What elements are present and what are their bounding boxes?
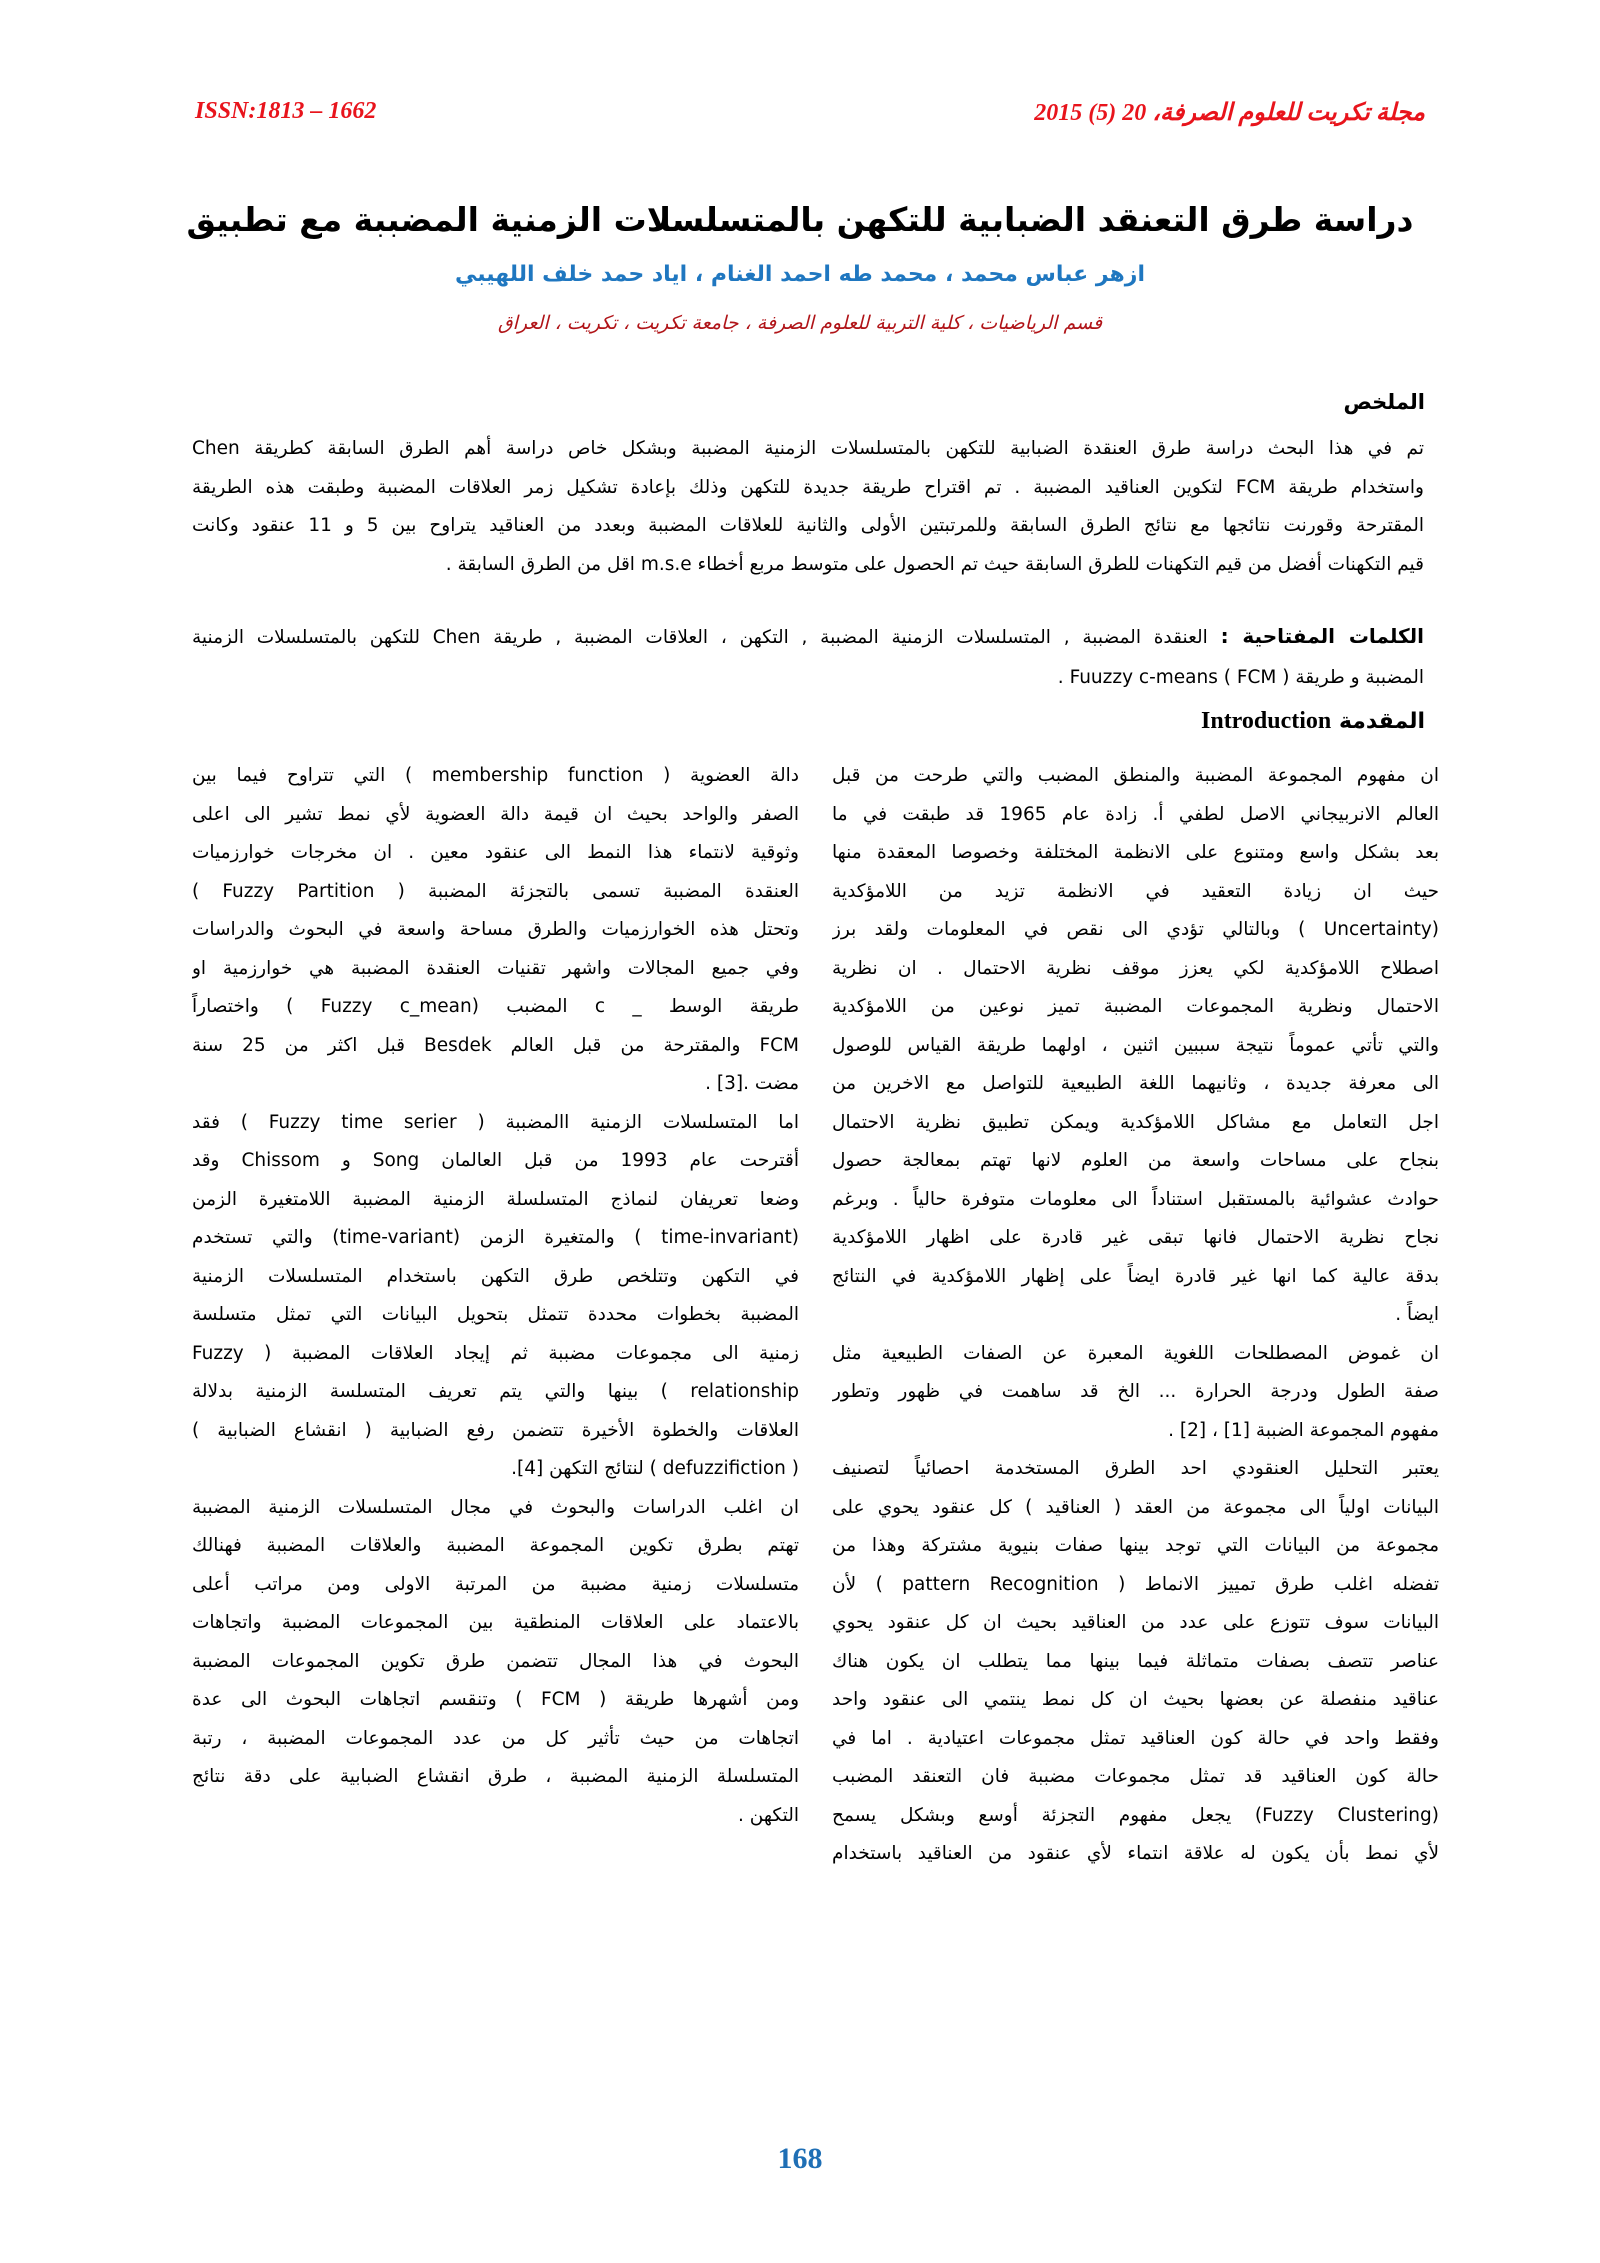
body-text-line: وثوقية لانتماء هذا النمط الى عنقود معين . ان مخرجات خوارزميات <box>192 842 799 863</box>
body-text-line: ان غموض المصطلحات اللغوية المعبرة عن الصفات الطبيعية مثل <box>832 1342 1439 1364</box>
body-text-line: العلاقات والخطوة الأخيرة تتضمن رفع الضبابية ( انقشاع الضبابية ) <box>192 1419 799 1441</box>
body-text-line: أقترحت عام 1993 من قبل العالمان Song و Chissom وقد <box>192 1150 799 1171</box>
body-text-line: بعد بشكل واسع ومتنوع على الانظمة المختلفة وخصوصا المعقدة منها <box>832 842 1439 863</box>
body-text-line: حوادث عشوائية بالمستقبل استناداً الى معلومات متوفرة حالياً . وبرغم <box>832 1188 1439 1210</box>
body-text-line: مفهوم المجموعة الضببة [1] ، [2] . <box>1168 1419 1439 1441</box>
paper-authors: ازهر عباس محمد ، محمد طه احمد الغنام ، اياد حمد خلف اللهيبي <box>455 262 1145 287</box>
body-text-line: وفي جميع المجالات واشهر تقنيات العنقدة المضببة هي خوارزمية او <box>192 957 799 979</box>
body-text-line: الى معرفة جديدة ، وثانيهما اللغة الطبيعية للتواصل مع الاخرين من <box>832 1073 1439 1094</box>
keywords-block <box>192 616 1424 698</box>
body-column-right <box>832 757 1439 1874</box>
body-text-line: لأي نمط بأن يكون له علاقة انتماء لأي عنقود من العناقيد باستخدام <box>832 1843 1439 1864</box>
body-text-line: يعتبر التحليل العنقودي احد الطرق المستخدمة احصائياً لتصنيف <box>832 1458 1439 1479</box>
body-text-line: ان مفهوم المجموعة المضببة والمنطق المضبب والتي طرحت من قبل <box>832 765 1439 786</box>
body-text-line: زمنية الى مجموعات مضببة ثم إيجاد العلاقات المضببة ( Fuzzy <box>192 1342 799 1364</box>
body-text-line: في التكهن وتتلخص طرق التكهن باستخدام المتسلسلات الزمنية <box>192 1265 799 1287</box>
body-text-line: ومن أشهرها طريقة ( FCM ) وتنقسم اتجاهات البحوث الى عدة <box>192 1689 799 1710</box>
introduction-heading-ar: المقدمة <box>1338 709 1425 734</box>
body-text-line: التكهن . <box>738 1804 799 1826</box>
page-number: 168 <box>777 2142 823 2175</box>
body-text-line: relationship ) بينها والتي يتم تعريف المتسلسة الزمنية بدلالة <box>192 1381 799 1402</box>
body-text-line: تفضله اغلب طرق تمييز الانماط ( pattern Recognition ) لأن <box>832 1573 1439 1595</box>
body-text-line: البيانات سوف تتوزع على عدد من العناقيد بحيث ان كل عنقود يحوي <box>832 1612 1439 1633</box>
body-text-line: اما المتسلسلات الزمنية االمضببة ( Fuzzy time serier ) فقد <box>192 1111 799 1133</box>
body-column-left <box>192 757 799 1835</box>
body-text-line: العنقدة المضببة تسمى بالتجزئة المضببة ( Fuzzy Partition ) <box>192 880 799 902</box>
abstract-line: قيم التكهنات أفضل من قيم التكهنات للطرق السابقة حيث تم الحصول على متوسط مربع أخطاء m.s.e اقل من الطرق السابقة . <box>445 553 1424 575</box>
body-text-line: FCM والمقترحة من قبل العالم Besdek قبل اكثر من 25 سنة <box>192 1034 799 1056</box>
body-text-line: (Fuzzy Clustering) يجعل مفهوم التجزئة أوسع وبشكل يسمح <box>832 1804 1439 1826</box>
body-text-line: متسلسلات زمنية مضببة من المرتبة الاولى ومن مراتب أعلى <box>192 1573 799 1595</box>
body-text-line: تهتم بطرق تكوين المجموعة المضببة والعلاقات المضببة فهنالك <box>192 1535 799 1556</box>
body-text-line: اصطلاح اللامؤكدية لكي يعزز موقف نظرية الاحتمال . ان نظرية <box>832 957 1439 979</box>
issn-header: ISSN:1813 – 1662 <box>195 98 377 124</box>
body-text-line: حالة كون العناقيد قد تمثل مجموعات مضببة فان التعنقد المضبب <box>832 1766 1439 1787</box>
body-text-line: بالاعتماد على العلاقات المنطقية بين المجموعات المضببة واتجاهات <box>192 1612 799 1633</box>
paper-title: دراسة طرق التعنقد الضبابية للتكهن بالمتسلسلات الزمنية المضببة مع تطبيق <box>186 200 1414 239</box>
body-text-line: اجل التعامل مع مشاكل اللامؤكدية ويمكن تطبيق نظرية الاحتمال <box>832 1111 1439 1133</box>
introduction-heading <box>1201 708 1425 735</box>
body-text-line: البيانات اولياً الى مجموعة من العقد ( العناقيد ) كل عنقود يحوي على <box>832 1496 1439 1518</box>
abstract-body <box>192 430 1424 584</box>
body-text-line: وتحتل هذه الخوارزميات والطرق مساحة واسعة في البحوث والدراسات <box>192 919 799 940</box>
keywords-text: العنقدة المضببة , المتسلسلات الزمنية المضببة , التكهن ، العلاقات المضببة , طريقة Chen للتكهن بالمتسلسلات الزمنية <box>192 627 1208 648</box>
body-text-line: وضعا تعريفان لنماذج المتسلسلة الزمنية المضببة اللامتغيرة الزمن <box>192 1188 799 1210</box>
abstract-line: المقترحة وقورنت نتائجها مع نتائج الطرق السابقة وللمرتبتين الأولى والثانية للعلاقات المضببة وبعدد من العناقيد يتراوح بين 5 و 11 عنقود وكانت <box>192 515 1424 536</box>
body-text-line: الصفر والواحد بحيث ان قيمة دالة العضوية لأي نمط تشير الى اعلى <box>192 803 799 825</box>
keywords-label: الكلمات المفتاحية : <box>1220 624 1424 648</box>
body-text-line: بدقة عالية كما انها غير قادرة ايضاً على إظهار اللامؤكدية في النتائج <box>832 1265 1439 1287</box>
body-text-line: نجاح نظرية الاحتمال فانها تبقى غير قادرة على اظهار اللامؤكدية <box>832 1227 1439 1248</box>
body-text-line: مضت .[3] . <box>705 1073 799 1094</box>
body-text-line: مجموعة من البيانات التي توجد بينها صفات بنيوية مشتركة وهذا من <box>832 1535 1439 1556</box>
body-text-line: والتي تأتي عموماً نتيجة سببين اثنين ، اولهما طريقة القياس للوصول <box>832 1034 1439 1056</box>
keywords-line: المضببة و طريقة Fuuzzy c-means ( FCM ) . <box>1057 667 1424 688</box>
body-text-line: (Uncertainty ) وبالتالي تؤدي الى نقص في المعلومات ولقد برز <box>832 919 1439 940</box>
body-text-line: المتسلسلة الزمنية المضببة ، طرق انقشاع الضبابية على دقة نتائج <box>192 1766 799 1787</box>
body-text-line: عناصر تتصف بصفات متماثلة فيما بينها مما يتطلب ان يكون هناك <box>832 1650 1439 1672</box>
body-text-line: (time-invariant ) والمتغيرة الزمن (time-variant) والتي تستخدم <box>192 1227 799 1248</box>
introduction-heading-en: Introduction <box>1201 708 1332 734</box>
journal-header: مجلة تكريت للعلوم الصرفة، 20 (5) 2015 <box>1034 100 1425 126</box>
abstract-line: تم في هذا البحث دراسة طرق العنقدة الضبابية للتكهن بالمتسلسلات الزمنية المضببة وبشكل خاص دراسة أهم الطرق السابقة كطريقة Chen <box>192 438 1424 459</box>
body-text-line: ايضاً . <box>1395 1304 1439 1325</box>
body-text-line: حيث ان زيادة التعقيد في الانظمة تزيد من اللامؤكدية <box>832 880 1439 902</box>
abstract-line: واستخدام طريقة FCM لتكوين العناقيد المضببة . تم اقتراح طريقة جديدة للتكهن وذلك بإعادة تشكيل زمر العلاقات المضببة وطبقت هذه الطريقة <box>192 476 1424 498</box>
body-text-line: عناقيد منفصلة عن بعضها بحيث ان كل نمط ينتمي الى عنقود واحد <box>832 1689 1439 1710</box>
keywords-line <box>192 616 1424 658</box>
body-text-line: طريقة الوسط _ c المضبب (Fuzzy c_mean ) واختصاراً <box>192 996 799 1017</box>
body-text-line: بنجاح على مساحات واسعة من العلوم لانها تهتم بمعالجة حصول <box>832 1150 1439 1171</box>
body-text-line: اتجاهات من حيث تأثير كل من عدد المجموعات المضببة ، رتبة <box>192 1727 799 1749</box>
body-text-line: الاحتمال ونظرية المجموعات المضببة تميز نوعين من اللامؤكدية <box>832 996 1439 1017</box>
body-text-line: البحوث في هذا المجال تتضمن طرق تكوين المجموعات المضببة <box>192 1650 799 1672</box>
body-text-line: وفقط واحد في حالة كون العناقيد تمثل مجموعات اعتيادية . اما في <box>832 1727 1439 1749</box>
body-text-line: العالم الانربيجاني الاصل لطفي أ. زادة عام 1965 قد طبقت في ما <box>832 803 1439 825</box>
body-text-line: المضببة بخطوات محددة تتمثل بتحويل البيانات التي تمثل متسلسة <box>192 1304 799 1325</box>
body-text-line: دالة العضوية ( membership function ) التي تتراوح فيما بين <box>192 765 799 786</box>
body-text-line: ان اغلب الدراسات والبحوث في مجال المتسلسلات الزمنية المضببة <box>192 1496 799 1518</box>
abstract-heading: الملخص <box>1343 390 1425 414</box>
body-text-line: ( defuzzifiction ) لنتائج التكهن [4]. <box>511 1458 799 1479</box>
body-text-line: صفة الطول ودرجة الحرارة ... الخ قد ساهمت في ظهور وتطور <box>832 1381 1439 1402</box>
paper-affiliation: قسم الرياضيات ، كلية التربية للعلوم الصرفة ، جامعة تكريت ، تكريت ، العراق <box>497 312 1103 334</box>
